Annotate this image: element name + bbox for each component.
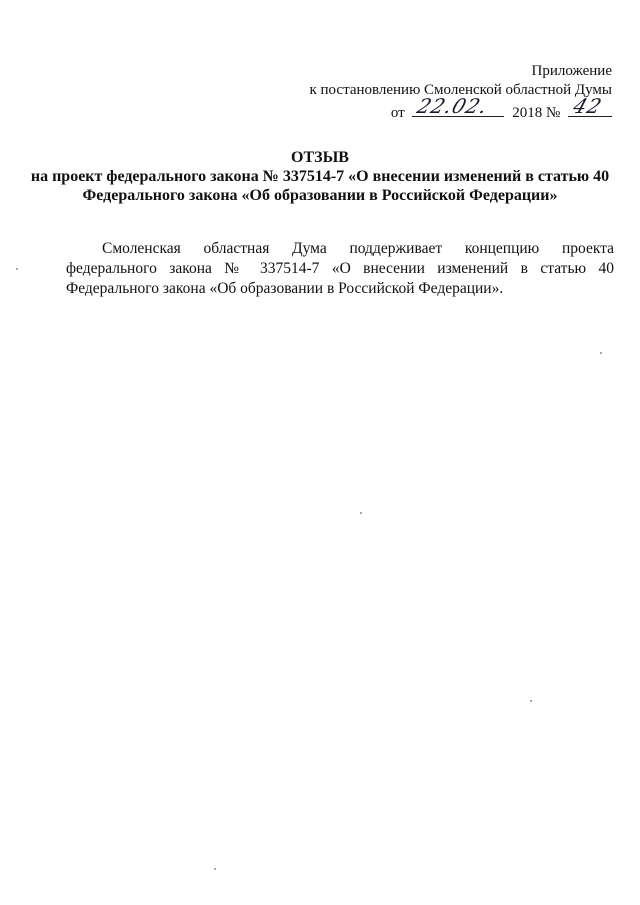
body-paragraph: Смоленская областная Дума поддерживает концепцию проекта федерального закона № 337514-7 «О внесении изменений в статью 40 Федерального закона «Об образовании в Российской Федерации». — [66, 239, 614, 297]
document-title — [0, 148, 640, 205]
title-main: ОТЗЫВ — [291, 149, 349, 166]
date-field — [412, 94, 504, 118]
resolution-date-line — [309, 94, 612, 123]
scan-speck — [360, 512, 362, 514]
number-sign: № — [545, 105, 561, 121]
year: 2018 — [512, 105, 543, 121]
title-line-1: на проект федерального закона № 337514-7 «О внесении изменений в статью 40 — [30, 168, 610, 185]
appendix-label: Приложение — [531, 63, 612, 79]
date-prefix: от — [390, 105, 405, 121]
title-line-2: Федерального закона «Об образовании в Российской Федерации» — [82, 187, 558, 204]
appendix-reference: к постановлению Смоленской областной Думы — [309, 82, 612, 98]
number-field — [568, 94, 612, 118]
handwritten-date: 22.02. — [414, 94, 492, 118]
scan-speck — [16, 268, 18, 270]
scan-speck — [530, 700, 532, 702]
appendix-block — [309, 62, 612, 123]
handwritten-number: 42 — [570, 94, 606, 118]
scan-speck — [214, 868, 216, 870]
scan-speck — [600, 352, 602, 354]
